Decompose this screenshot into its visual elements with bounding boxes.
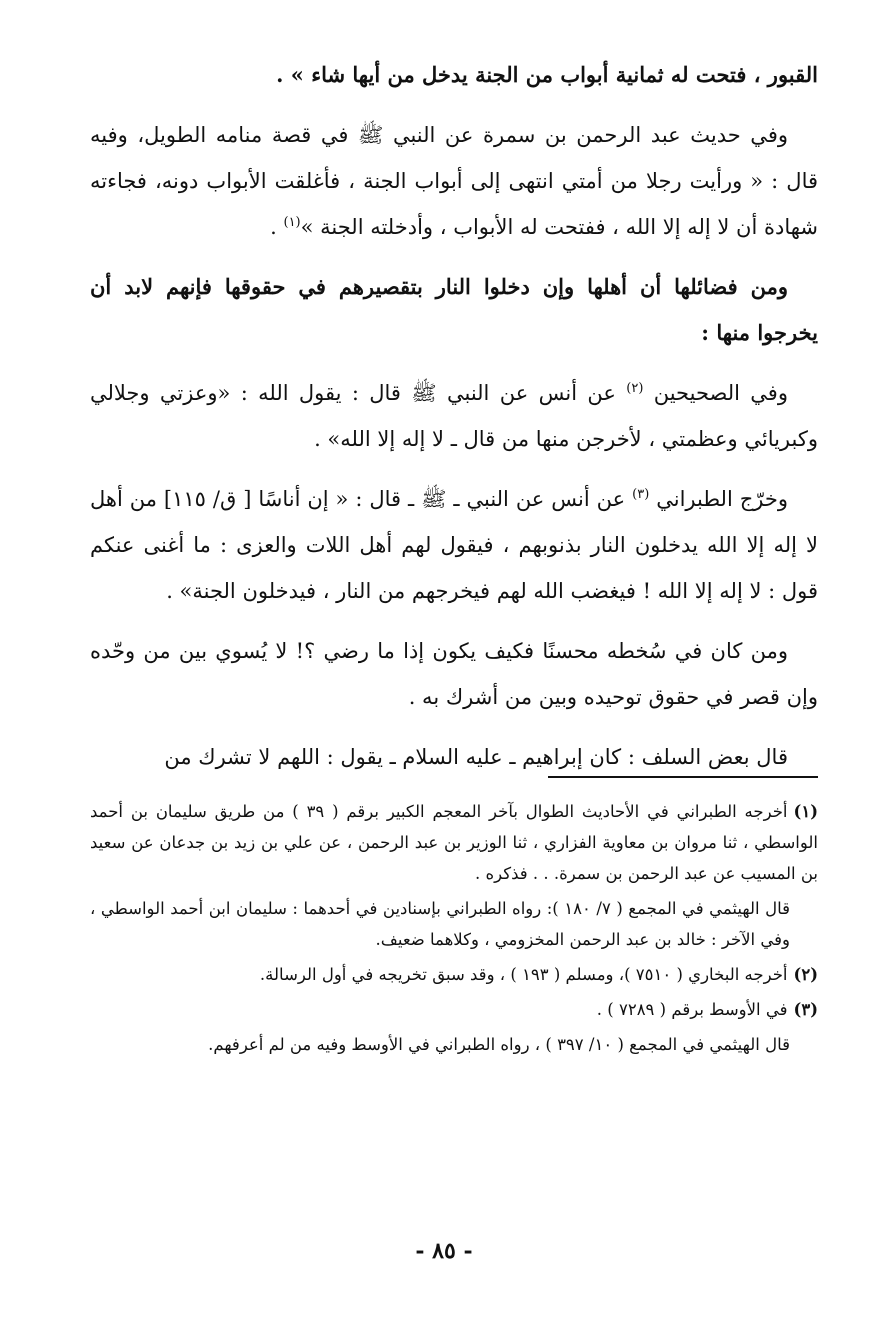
footnote-text: أخرجه الطبراني في الأحاديث الطوال بآخر المعجم الكبير برقم ( ٣٩ ) من طريق سليمان بن أحمد الواسطي ، ثنا مروان بن معاوية الفزاري ، ثنا الوزير بن عبد الرحمن ، عن علي بن زيد بن جدعان عن سعيد بن المسيب عن عبد الرحمن بن سمرة. . . فذكره . xyxy=(90,802,818,883)
footnote-1 xyxy=(90,796,818,889)
paragraph-sahihayn xyxy=(90,370,818,462)
paragraph-text: وفي الصحيحين xyxy=(653,381,788,405)
footnote-number: (١) xyxy=(793,802,818,821)
paragraph-virtues: ومن فضائلها أن أهلها وإن دخلوا النار بتقصيرهم في حقوقها فإنهم لابد أن يخرجوا منها : xyxy=(90,274,818,345)
footnote-number: (٣) xyxy=(793,1000,818,1019)
paragraph-text: وخرّج الطبراني xyxy=(656,487,788,511)
page-number: - ٨٥ - xyxy=(415,1238,473,1264)
footnote-number: (٢) xyxy=(793,965,818,984)
main-text xyxy=(90,52,818,794)
footnote-3 xyxy=(90,994,818,1025)
footnote-text: في الأوسط برقم ( ٧٢٨٩ ) . xyxy=(596,1000,788,1019)
paragraph-continuation: القبور ، فتحت له ثمانية أبواب من الجنة يدخل من أيها شاء » . xyxy=(276,62,818,87)
footnote-marker-3: (٣) xyxy=(632,487,650,502)
paragraph-text: عن أنس عن النبي ـ ﷺ ـ قال : « إن أناسًا [ ق/ ١١٥] من أهل لا إله إلا الله يدخلون النار بذنوبهم ، فيقول لهم أهل اللات والعزى : ما أغنى عنكم قول : لا إله إلا الله ! فيغضب الله لهم فيخرجهم من النار ، فيدخلون الجنة» . xyxy=(90,487,818,603)
footnote-text: أخرجه البخاري ( ٧٥١٠ )، ومسلم ( ١٩٣ ) ، وقد سبق تخريجه في أول الرسالة. xyxy=(259,965,788,984)
paragraph-text: وفي حديث عبد الرحمن بن سمرة عن النبي ﷺ في قصة منامه الطويل، وفيه قال : « ورأيت رجلا من أمتي انتهى إلى أبواب الجنة ، فأغلقت الأبواب دونه، فجاءته شهادة أن لا إله إلا الله ، ففتحت له الأبواب ، وأدخلته الجنة » xyxy=(90,123,819,239)
footnote-divider xyxy=(548,776,818,778)
paragraph-text: . xyxy=(270,215,284,239)
footnote-2 xyxy=(90,959,818,990)
footnote-marker-1: (١) xyxy=(283,215,301,230)
paragraph-tabarani xyxy=(90,476,818,614)
footnotes xyxy=(90,796,818,1064)
paragraph-hadith-samura xyxy=(90,112,818,250)
footnote-marker-2: (٢) xyxy=(626,381,644,396)
paragraph-salaf: قال بعض السلف : كان إبراهيم ـ عليه السلام ـ يقول : اللهم لا تشرك من xyxy=(164,745,788,769)
footnote-1-continuation: قال الهيثمي في المجمع ( ٧/ ١٨٠ ): رواه الطبراني بإسنادين في أحدهما : سليمان ابن أحمد الواسطي ، وفي الآخر : خالد بن عبد الرحمن المخزومي ، وكلاهما ضعيف. xyxy=(90,899,791,949)
footnote-3-continuation: قال الهيثمي في المجمع ( ١٠/ ٣٩٧ ) ، رواه الطبراني في الأوسط وفيه من لم أعرفهم. xyxy=(208,1035,790,1054)
paragraph-wrath: ومن كان في سُخطه محسنًا فكيف يكون إذا ما رضي ؟! لا يُسوي بين من وحّده وإن قصر في حقوق توحيده وبين من أشرك به . xyxy=(90,639,818,709)
paragraph-text: عن أنس عن النبي ﷺ قال : يقول الله : «وعزتي وجلالي وكبريائي وعظمتي ، لأخرجن منها من قال ـ لا إله إلا الله» . xyxy=(90,381,818,451)
